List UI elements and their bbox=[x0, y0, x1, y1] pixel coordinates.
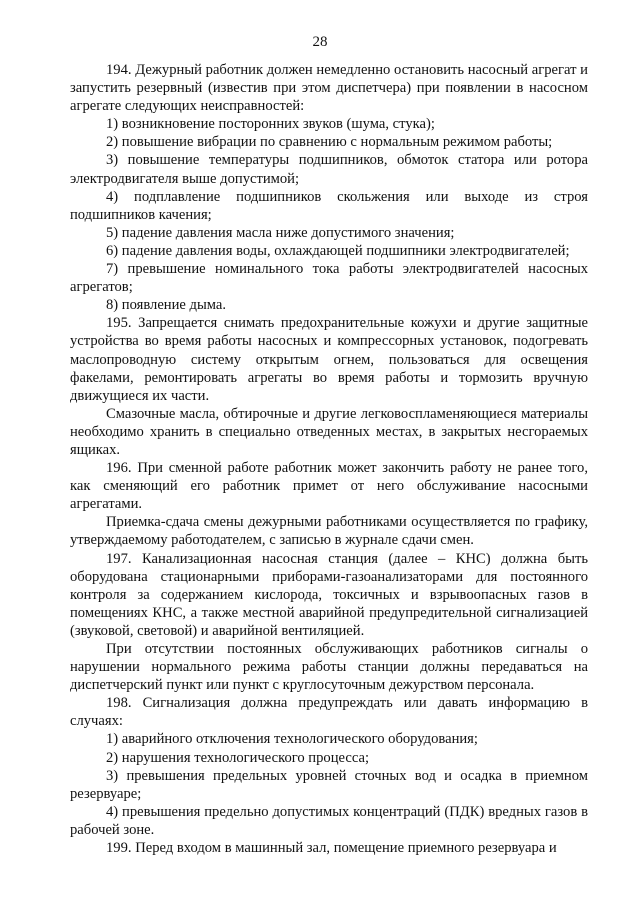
paragraph: 197. Канализационная насосная станция (далее – КНС) должна быть оборудована стационарными приборами-газоанализаторами для постоянного контроля за содержанием кислорода, токсичных и взрывоопасных газов в помещениях КНС, а также местной аварийной предупредительной сигнализацией (звуковой, световой) и аварийной вентиляцией. bbox=[70, 550, 588, 639]
list-item: 6) падение давления воды, охлаждающей подшипники электродвигателей; bbox=[106, 242, 570, 259]
list-item: 3) повышение температуры подшипников, обмоток статора или ротора электродвигателя выше допустимой; bbox=[70, 152, 588, 187]
paragraph: 196. При сменной работе работник может закончить работу не ранее того, как сменяющий его работник примет от него обслуживание насосными агрегатами. bbox=[70, 460, 588, 513]
paragraph: 199. Перед входом в машинный зал, помещение приемного резервуара и bbox=[106, 840, 557, 857]
list-item: 1) возникновение посторонних звуков (шума, стука); bbox=[106, 116, 435, 133]
list-item: 8) появление дыма. bbox=[106, 297, 227, 314]
paragraph: 195. Запрещается снимать предохранительные кожухи и другие защитные устройства во время работы насосных и компрессорных установок, подогревать маслопроводную систему открытым огнем, пользоваться для освещения факелами, ремонтировать агрегаты во время работы и тормозить вручную движущиеся их части. bbox=[70, 315, 588, 404]
paragraph: Смазочные масла, обтирочные и другие легковоспламеняющиеся материалы необходимо хранить в специально отведенных местах, в закрытых несгораемых ящиках. bbox=[70, 405, 588, 458]
list-item: 2) повышение вибрации по сравнению с нормальным режимом работы; bbox=[106, 134, 553, 151]
paragraph: 194. Дежурный работник должен немедленно остановить насосный агрегат и запустить резервный (известив при этом диспетчера) при появлении в насосном агрегате следующих неисправностей: bbox=[70, 62, 588, 115]
list-item: 5) падение давления масла ниже допустимого значения; bbox=[106, 224, 455, 241]
list-item: 4) превышения предельно допустимых концентраций (ПДК) вредных газов в рабочей зоне. bbox=[70, 803, 588, 838]
list-item: 4) подплавление подшипников скольжения или выходе из строя подшипников качения; bbox=[70, 188, 588, 223]
list-item: 7) превышение номинального тока работы электродвигателей насосных агрегатов; bbox=[70, 261, 588, 296]
paragraph: 198. Сигнализация должна предупреждать или давать информацию в случаях: bbox=[70, 695, 588, 730]
list-item: 1) аварийного отключения технологического оборудования; bbox=[106, 731, 478, 748]
list-item: 2) нарушения технологического процесса; bbox=[106, 749, 370, 766]
paragraph: При отсутствии постоянных обслуживающих работников сигналы о нарушении нормального режима работы станции должны передаваться на диспетчерский пункт или пункт с круглосуточным дежурством персонала. bbox=[70, 641, 588, 694]
paragraph: Приемка-сдача смены дежурными работниками осуществляется по графику, утверждаемому работодателем, с записью в журнале сдачи смен. bbox=[70, 514, 588, 549]
page-number: 28 bbox=[312, 34, 328, 50]
list-item: 3) превышения предельных уровней сточных вод и осадка в приемном резервуаре; bbox=[70, 767, 588, 802]
document-body bbox=[70, 61, 588, 857]
